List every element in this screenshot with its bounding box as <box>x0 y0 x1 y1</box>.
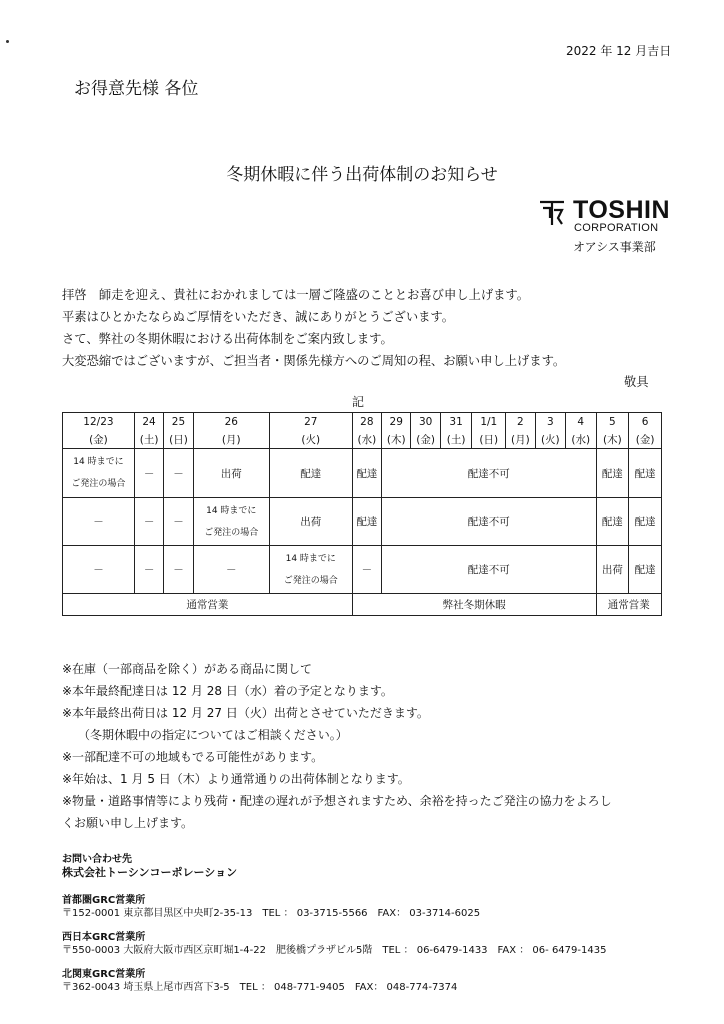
office-address: 〒362-0043 埼玉県上尾市西宮下3-5 TEL ： 048-771-9405 FAX： 048-774-7374 <box>62 982 458 993</box>
cutoff-line: 14 時までに <box>206 505 257 516</box>
date-cell: 6 <box>629 413 662 431</box>
office-name: 西日本GRC営業所 <box>62 932 146 943</box>
date-cell: 30 <box>411 413 440 431</box>
cutoff-line: ご発注の場合 <box>283 575 338 586</box>
scan-mark <box>6 40 9 43</box>
body-line: さて、弊社の冬期休暇における出荷体制をご案内致します。 <box>62 332 393 346</box>
closed-cell: 配達不可 <box>382 449 596 498</box>
closed-cell: 配達不可 <box>382 546 596 594</box>
weekday-cell: (木) <box>382 431 411 449</box>
weekday-cell: (金) <box>63 431 135 449</box>
addressee: お得意先様 各位 <box>74 79 199 99</box>
schedule-cell: － <box>193 546 269 594</box>
weekday-cell: (土) <box>134 431 163 449</box>
weekday-cell: (火) <box>535 431 565 449</box>
schedule-cell: 配達 <box>269 449 352 498</box>
schedule-cell: 配達 <box>352 498 381 546</box>
contact-label: お問い合わせ先 <box>62 854 132 865</box>
toshin-logo-icon <box>537 198 567 228</box>
note-line: ※本年最終出荷日は 12 月 27 日（火）出荷とさせていただきます。 <box>62 706 429 720</box>
weekday-cell: (水) <box>352 431 381 449</box>
cutoff-line: 14 時までに <box>285 553 336 564</box>
weekday-cell: (月) <box>506 431 535 449</box>
date-cell: 24 <box>134 413 163 431</box>
date-cell: 2 <box>506 413 535 431</box>
note-line: ※物量・道路事情等により残荷・配達の遅れが予想されますため、余裕を持ったご発注の協力をよろし <box>62 794 612 808</box>
weekday-cell: (水) <box>566 431 596 449</box>
office-address: 〒550-0003 大阪府大阪市西区京町堀1-4-22 肥後橋プラザビル5階 TEL ： 06-6479-1433 FAX ： 06- 6479-1435 <box>62 945 607 956</box>
schedule-cell: 配達 <box>596 498 629 546</box>
notes-list <box>62 658 672 834</box>
issue-date: 2022 年 12 月吉日 <box>566 44 672 58</box>
schedule-cell: 出荷 <box>193 449 269 498</box>
division-name: オアシス事業部 <box>573 240 656 254</box>
schedule-cell: 配達 <box>629 449 662 498</box>
body-line: 平素はひとかたならぬご厚情をいただき、誠にありがとうございます。 <box>62 310 455 324</box>
date-row <box>63 413 662 431</box>
weekday-cell: (木) <box>596 431 629 449</box>
weekday-cell: (日) <box>164 431 193 449</box>
note-line: ※一部配達不可の地域もでる可能性があります。 <box>62 750 324 764</box>
schedule-cell: 出荷 <box>596 546 629 594</box>
shipping-schedule-table <box>62 412 662 616</box>
business-period-row <box>63 594 662 616</box>
schedule-cell: － <box>164 498 193 546</box>
weekday-cell: (日) <box>472 431 506 449</box>
normal-business-label: 通常営業 <box>596 594 661 616</box>
schedule-cell: － <box>164 546 193 594</box>
office-name: 北関東GRC営業所 <box>62 969 146 980</box>
schedule-cell: － <box>134 546 163 594</box>
date-cell: 12/23 <box>63 413 135 431</box>
cutoff-line: ご発注の場合 <box>204 527 259 538</box>
date-cell: 28 <box>352 413 381 431</box>
holiday-label: 弊社冬期休暇 <box>352 594 596 616</box>
weekday-cell: (土) <box>440 431 472 449</box>
date-cell: 5 <box>596 413 629 431</box>
weekday-cell: (月) <box>193 431 269 449</box>
date-cell: 31 <box>440 413 472 431</box>
order-cutoff-cell <box>193 498 269 546</box>
cutoff-line: ご発注の場合 <box>71 479 126 489</box>
note-line: ※在庫（一部商品を除く）がある商品に関して <box>62 662 313 676</box>
company-logo <box>537 196 697 258</box>
closed-cell: 配達不可 <box>382 498 596 546</box>
date-cell: 4 <box>566 413 596 431</box>
ki-heading: 記 <box>352 395 365 409</box>
page-title: 冬期休暇に伴う出荷体制のお知らせ <box>226 165 498 185</box>
closing-word: 敬具 <box>624 375 649 389</box>
schedule-cell: － <box>63 498 135 546</box>
office-name: 首都圏GRC営業所 <box>62 895 146 906</box>
schedule-row-order-26 <box>63 498 662 546</box>
schedule-row-order-23 <box>63 449 662 498</box>
schedule-cell: － <box>134 498 163 546</box>
date-cell: 29 <box>382 413 411 431</box>
body-line: 拝啓 師走を迎え、貴社におかれましては一層ご隆盛のこととお喜び申し上げます。 <box>62 288 530 302</box>
schedule-cell: － <box>352 546 381 594</box>
cutoff-line: 14 時までに <box>73 457 124 467</box>
normal-business-label: 通常営業 <box>63 594 353 616</box>
note-line: ※本年最終配達日は 12 月 28 日（水）着の予定となります。 <box>62 684 393 698</box>
weekday-cell: (火) <box>269 431 352 449</box>
office-list <box>62 894 606 994</box>
date-cell: 3 <box>535 413 565 431</box>
schedule-cell: 配達 <box>629 546 662 594</box>
office-address: 〒152-0001 東京都目黒区中央町2-35-13 TEL ： 03-3715-5566 FAX： 03-3714-6025 <box>62 908 481 919</box>
schedule-cell: － <box>164 449 193 498</box>
schedule-cell: 出荷 <box>269 498 352 546</box>
date-cell: 27 <box>269 413 352 431</box>
schedule-row-order-27 <box>63 546 662 594</box>
weekday-cell: (金) <box>411 431 440 449</box>
logo-subtitle: CORPORATION <box>574 222 659 234</box>
note-line: （冬期休暇中の指定についてはご相談ください。） <box>78 728 348 742</box>
letter-body <box>62 284 565 372</box>
logo-name: TOSHIN <box>573 196 670 224</box>
order-cutoff-cell <box>269 546 352 594</box>
schedule-cell: － <box>63 546 135 594</box>
contact-company: 株式会社トーシンコーポレーション <box>62 866 238 879</box>
note-line: ※年始は、1 月 5 日（木）より通常通りの出荷体制となります。 <box>62 772 410 786</box>
schedule-cell: 配達 <box>352 449 381 498</box>
schedule-cell: － <box>134 449 163 498</box>
date-cell: 25 <box>164 413 193 431</box>
contact-heading <box>62 853 237 879</box>
order-cutoff-cell <box>63 449 135 498</box>
body-line: 大変恐縮ではございますが、ご担当者・関係先様方へのご周知の程、お願い申し上げます。 <box>62 354 566 368</box>
date-cell: 1/1 <box>472 413 506 431</box>
date-cell: 26 <box>193 413 269 431</box>
weekday-cell: (金) <box>629 431 662 449</box>
schedule-cell: 配達 <box>629 498 662 546</box>
note-line: くお願い申し上げます。 <box>62 816 194 830</box>
weekday-row <box>63 431 662 449</box>
schedule-cell: 配達 <box>596 449 629 498</box>
